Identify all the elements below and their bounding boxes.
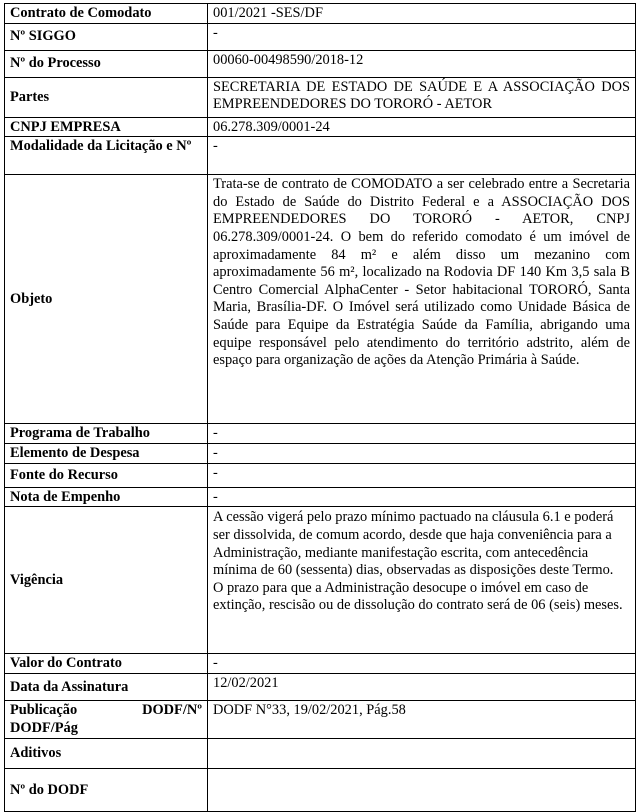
label-publicacao: [5, 700, 208, 738]
label-ndodf: Nº do DODF: [5, 768, 208, 811]
row-ndodf: [5, 768, 636, 811]
row-objeto: [5, 175, 636, 424]
label-fonte: Fonte do Recurso: [5, 463, 208, 487]
label-publicacao-c: DODF/Pág: [10, 719, 78, 736]
row-valor: [5, 654, 636, 674]
label-publicacao-b: DODF/Nº: [142, 701, 202, 718]
row-vigencia: [5, 507, 636, 654]
label-cnpj: CNPJ EMPRESA: [5, 117, 208, 137]
row-elemento: [5, 443, 636, 463]
value-modalidade: -: [208, 137, 636, 175]
label-valor: Valor do Contrato: [5, 654, 208, 674]
label-vigencia: Vigência: [5, 507, 208, 654]
row-publicacao: [5, 700, 636, 738]
value-objeto: Trata-se de contrato de COMODATO a ser celebrado entre a Secretaria do Estado de Saúde do Distrito Federal e a ASSOCIAÇÃO DOS EMPREENDEDORES DO TORORÓ - AETOR, CNPJ 06.278.309/0001-24. O bem do referido comodato é um imóvel de aproximadamente 84 m² e além disso um mezanino com aproximadamente 56 m², localizado na Rodovia DF 140 Km 3,5 sala B Centro Comercial AlphaCenter - Setor habitacional TORORÓ, Santa Maria, Brasília-DF. O Imóvel será utilizado como Unidade Básica de Saúde para Equipe da Estratégia Saúde da Família, abrigando uma equipe responsável pelo atendimento do território adstrito, além de espaço para organização de ações da Atenção Primária à Saúde.: [208, 175, 636, 424]
label-data: Data da Assinatura: [5, 673, 208, 700]
contract-summary-table: [4, 3, 636, 812]
value-fonte: -: [208, 463, 636, 487]
value-vigencia: [208, 507, 636, 654]
value-programa: -: [208, 424, 636, 444]
row-partes: [5, 77, 636, 117]
value-empenho: -: [208, 487, 636, 507]
value-cnpj: 06.278.309/0001-24: [208, 117, 636, 137]
row-aditivos: [5, 738, 636, 768]
label-partes: Partes: [5, 77, 208, 117]
label-empenho: Nota de Empenho: [5, 487, 208, 507]
vigencia-paragraph-1: A cessão vigerá pelo prazo mínimo pactuado na cláusula 6.1 e poderá ser dissolvida, de comum acordo, desde que haja conveniência para a Administração, mediante manifestação escrita, com antecedência mínima de 60 (sessenta) dias, observadas as disposições deste Termo.: [213, 509, 614, 579]
label-objeto: Objeto: [5, 175, 208, 424]
row-processo: [5, 50, 636, 77]
row-fonte: [5, 463, 636, 487]
vigencia-paragraph-2: O prazo para que a Administração desocupe o imóvel em caso de extinção, rescisão ou de dissolução do contrato será de 06 (seis) meses.: [213, 579, 623, 614]
value-publicacao: DODF N°33, 19/02/2021, Pág.58: [208, 700, 636, 738]
row-programa: [5, 424, 636, 444]
value-partes: SECRETARIA DE ESTADO DE SAÚDE E A ASSOCIAÇÃO DOS EMPREENDEDORES DO TORORÓ - AETOR: [208, 77, 636, 117]
row-cnpj: [5, 117, 636, 137]
label-programa: Programa de Trabalho: [5, 424, 208, 444]
row-modalidade: [5, 137, 636, 175]
label-elemento: Elemento de Despesa: [5, 443, 208, 463]
row-siggo: [5, 23, 636, 50]
label-contrato: Contrato de Comodato: [5, 4, 208, 24]
label-publicacao-a: Publicação: [10, 701, 78, 718]
value-elemento: -: [208, 443, 636, 463]
value-aditivos: [208, 738, 636, 768]
value-valor: -: [208, 654, 636, 674]
row-contrato: [5, 4, 636, 24]
value-contrato: 001/2021 -SES/DF: [208, 4, 636, 24]
value-data: 12/02/2021: [208, 673, 636, 700]
row-data: [5, 673, 636, 700]
label-modalidade: Modalidade da Licitação e Nº: [5, 137, 208, 175]
label-aditivos: Aditivos: [5, 738, 208, 768]
value-ndodf: [208, 768, 636, 811]
value-processo: 00060-00498590/2018-12: [208, 50, 636, 77]
row-empenho: [5, 487, 636, 507]
value-siggo: -: [208, 23, 636, 50]
label-processo: Nº do Processo: [5, 50, 208, 77]
label-siggo: Nº SIGGO: [5, 23, 208, 50]
